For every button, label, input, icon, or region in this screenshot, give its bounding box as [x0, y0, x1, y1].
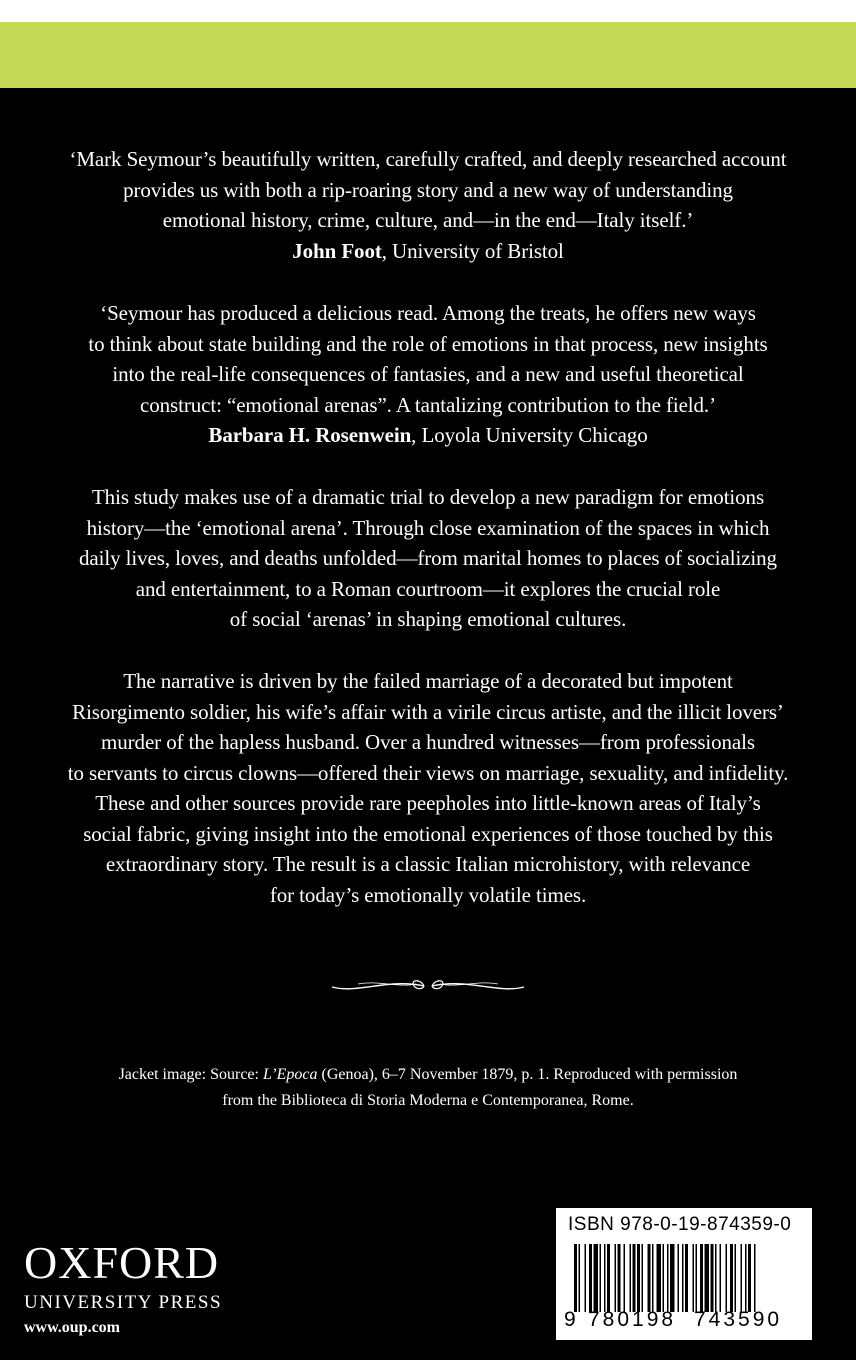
review-quote-foot [0, 144, 856, 266]
review-line: ‘Mark Seymour’s beautifully written, carefully crafted, and deeply researched account [69, 147, 787, 171]
barcode-bar [693, 1244, 695, 1312]
reviewer-affiliation: , Loyola University Chicago [411, 423, 648, 447]
barcode-digits-left: 780198 [588, 1308, 677, 1331]
description-paragraph-2 [0, 666, 856, 910]
jacket-image-credit [0, 1062, 856, 1114]
barcode-bar [741, 1244, 743, 1312]
barcode-bar [748, 1244, 751, 1312]
barcode-bar [720, 1244, 722, 1312]
description-line: daily lives, loves, and deaths unfolded—from marital homes to places of socializing [79, 546, 777, 570]
description-line: Risorgimento soldier, his wife’s affair with a virile circus artiste, and the illicit lovers’ [72, 699, 784, 724]
description-line: history—the ‘emotional arena’. Through close examination of the spaces in which [86, 515, 770, 540]
review-line: to think about state building and the role of emotions in that process, new insights [88, 331, 768, 356]
description-line: of social ‘arenas’ in shaping emotional cultures. [229, 607, 627, 631]
barcode-digits-right: 743590 [694, 1308, 783, 1331]
barcode-bar [715, 1244, 717, 1312]
review-quote-rosenwein [0, 298, 856, 451]
description-line: The narrative is driven by the failed marriage of a decorated but impotent [123, 669, 733, 693]
description-line: to servants to circus clowns—offered their views on marriage, sexuality, and infidelity. [67, 760, 789, 785]
barcode-bar [667, 1244, 669, 1312]
publisher-logo [24, 1237, 254, 1338]
isbn-barcode [556, 1208, 812, 1340]
barcode-bar [663, 1244, 665, 1312]
barcode-bar [585, 1244, 587, 1312]
description-line: This study makes use of a dramatic trial to develop a new paradigm for emotions [91, 485, 765, 509]
barcode-bar [754, 1244, 756, 1312]
barcode-bar [678, 1244, 680, 1312]
barcode-bar [594, 1244, 599, 1312]
barcode-bar [600, 1244, 602, 1312]
reviewer-name: John Foot [292, 238, 382, 263]
description-paragraph-1 [0, 482, 856, 635]
barcode-bar [652, 1244, 654, 1312]
barcode-bar [642, 1244, 644, 1312]
review-line: into the real-life consequences of fantasies, and a new and useful theoretical [112, 362, 744, 386]
barcode-bar [618, 1244, 621, 1312]
barcode-bar [604, 1244, 606, 1312]
barcode-bar [630, 1244, 632, 1312]
accent-band [0, 22, 856, 88]
barcode-bar [589, 1244, 592, 1312]
credit-line: Jacket image: Source: L’Epoca (Genoa), 6–7 November 1879, p. 1. Reproduced with permission [118, 1066, 738, 1083]
barcode-bar [607, 1244, 610, 1312]
barcode-bar [648, 1244, 651, 1312]
barcode-bar [657, 1244, 662, 1312]
barcode-bar [637, 1244, 640, 1312]
barcode-bar [682, 1244, 684, 1312]
description-line: extraordinary story. The result is a classic Italian microhistory, with relevance [105, 852, 751, 876]
barcode-bars [566, 1244, 802, 1312]
barcode-bar [735, 1244, 737, 1312]
barcode-bar [615, 1244, 617, 1312]
review-line: emotional history, crime, culture, and—in the end—Italy itself.’ [162, 208, 694, 232]
source-title: L’Epoca [262, 1066, 318, 1083]
barcode-bar [670, 1244, 675, 1312]
barcode-bar [730, 1244, 733, 1312]
review-line: provides us with both a rip-roaring story and a new way of understanding [123, 177, 733, 202]
description-line: for today’s emotionally volatile times. [269, 882, 587, 907]
description-line: These and other sources provide rare peepholes into little-known areas of Italy’s [95, 791, 761, 815]
top-margin [0, 0, 856, 22]
description-line: murder of the hapless husband. Over a hundred witnesses—from professionals [101, 730, 755, 754]
barcode-bar [700, 1244, 703, 1312]
barcode-digit-first: 9 [564, 1308, 576, 1331]
description-line: and entertainment, to a Roman courtroom—it explores the crucial role [135, 576, 721, 601]
barcode-bar [696, 1244, 698, 1312]
barcode-bar [745, 1244, 747, 1312]
reviewer-name: Barbara H. Rosenwein [208, 423, 412, 447]
barcode-bar [633, 1244, 636, 1312]
barcode-bar [705, 1244, 710, 1312]
barcode-bar [726, 1244, 728, 1312]
credit-line: from the Biblioteca di Storia Moderna e Contemporanea, Rome. [222, 1092, 634, 1109]
review-line: ‘Seymour has produced a delicious read. Among the treats, he offers new ways [100, 301, 756, 325]
review-line: construct: “emotional arenas”. A tantalizing contribution to the field.’ [140, 392, 716, 417]
isbn-label: ISBN 978-0-19-874359-0 [568, 1214, 792, 1235]
barcode-bar [579, 1244, 581, 1312]
barcode-bar [685, 1244, 688, 1312]
barcode-bar [624, 1244, 626, 1312]
ornament-flourish-icon [328, 974, 528, 998]
review-attribution [0, 236, 856, 267]
publisher-name: OXFORD [24, 1237, 220, 1288]
description-line: social fabric, giving insight into the emotional experiences of those touched by this [83, 821, 773, 846]
review-attribution [0, 420, 856, 451]
barcode-bar [574, 1244, 577, 1312]
barcode-bar [711, 1244, 714, 1312]
publisher-url: www.oup.com [24, 1319, 121, 1336]
reviewer-affiliation: , University of Bristol [381, 238, 564, 263]
publisher-subtitle: UNIVERSITY PRESS [24, 1292, 223, 1313]
